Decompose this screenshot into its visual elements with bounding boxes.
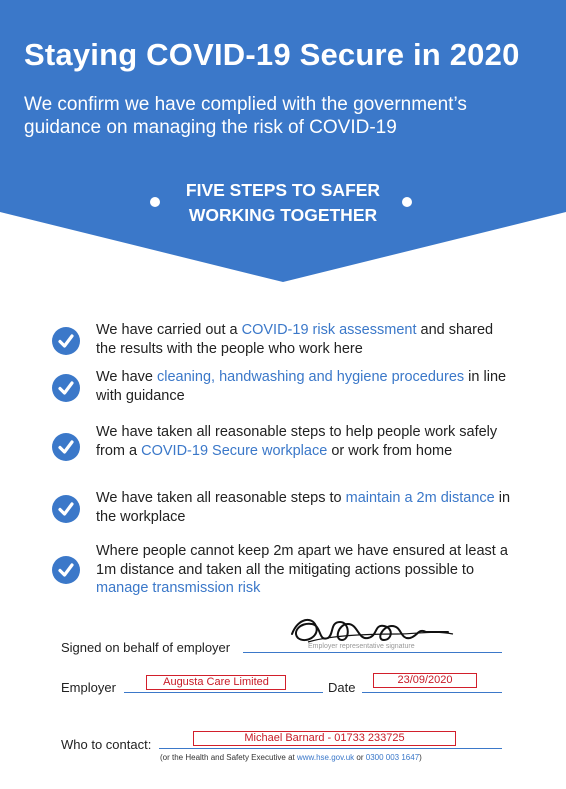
checklist-text [96,423,516,460]
footer-text: (or the Health and Safety Executive at [160,753,297,762]
item-link[interactable]: cleaning, handwashing and hygiene procedures [157,369,465,385]
item-text-pre: We have carried out a [96,322,242,338]
signature-line [243,652,502,653]
checklist-text [96,368,516,405]
hse-footnote [160,753,422,762]
page-title: Staying COVID-19 Secure in 2020 [24,37,520,72]
check-icon [52,433,80,461]
contact-label: Who to contact: [61,737,152,752]
item-link[interactable]: COVID-19 risk assessment [241,322,417,338]
date-field[interactable]: 23/09/2020 [373,673,477,688]
employer-field[interactable]: Augusta Care Limited [146,675,286,690]
footer-text: or [354,753,366,762]
checklist-text [96,489,516,526]
check-icon [52,374,80,402]
item-text-pre: We have taken all reasonable steps to [96,490,346,506]
date-line [362,692,502,693]
employer-line [124,692,323,693]
page-subtitle: We confirm we have complied with the government’s guidance on managing the risk of COVID-19 [24,94,467,138]
signature-caption: Employer representative signature [308,643,415,650]
item-text-post: and shared the results with the people who work here [96,322,494,357]
contact-field[interactable]: Michael Barnard - 01733 233725 [193,731,456,746]
item-text-post: in line with guidance [96,369,507,404]
check-icon [52,556,80,584]
item-link[interactable]: COVID-19 Secure workplace [141,442,328,459]
item-link[interactable]: maintain a 2m distance [345,490,495,506]
item-link[interactable]: manage transmission risk [96,580,261,596]
checklist-text [96,542,516,598]
checklist-text [96,321,516,358]
steps-line-2: WORKING TOGETHER [188,205,378,225]
footer-text: ) [419,753,422,762]
item-text-pre: We have [96,369,157,385]
date-label: Date [328,680,356,695]
check-icon [52,327,80,355]
contact-line [159,748,502,749]
steps-line-1: FIVE STEPS TO SAFER [185,180,381,200]
hse-phone[interactable]: 0300 003 1647 [365,753,420,762]
item-text-post: in the workplace [96,490,511,525]
hse-link[interactable]: www.hse.gov.uk [296,753,355,762]
item-text-pre: We have taken all reasonable steps to help people work safely from a [96,424,498,459]
five-steps-heading [0,178,566,228]
check-icon [52,495,80,523]
item-text-pre: Where people cannot keep 2m apart we have ensured at least a 1m distance and taken all the mitigating actions possible to [96,543,508,578]
employer-label: Employer [61,680,116,695]
signed-label: Signed on behalf of employer [61,640,231,655]
item-text-post: or work from home [327,442,453,459]
